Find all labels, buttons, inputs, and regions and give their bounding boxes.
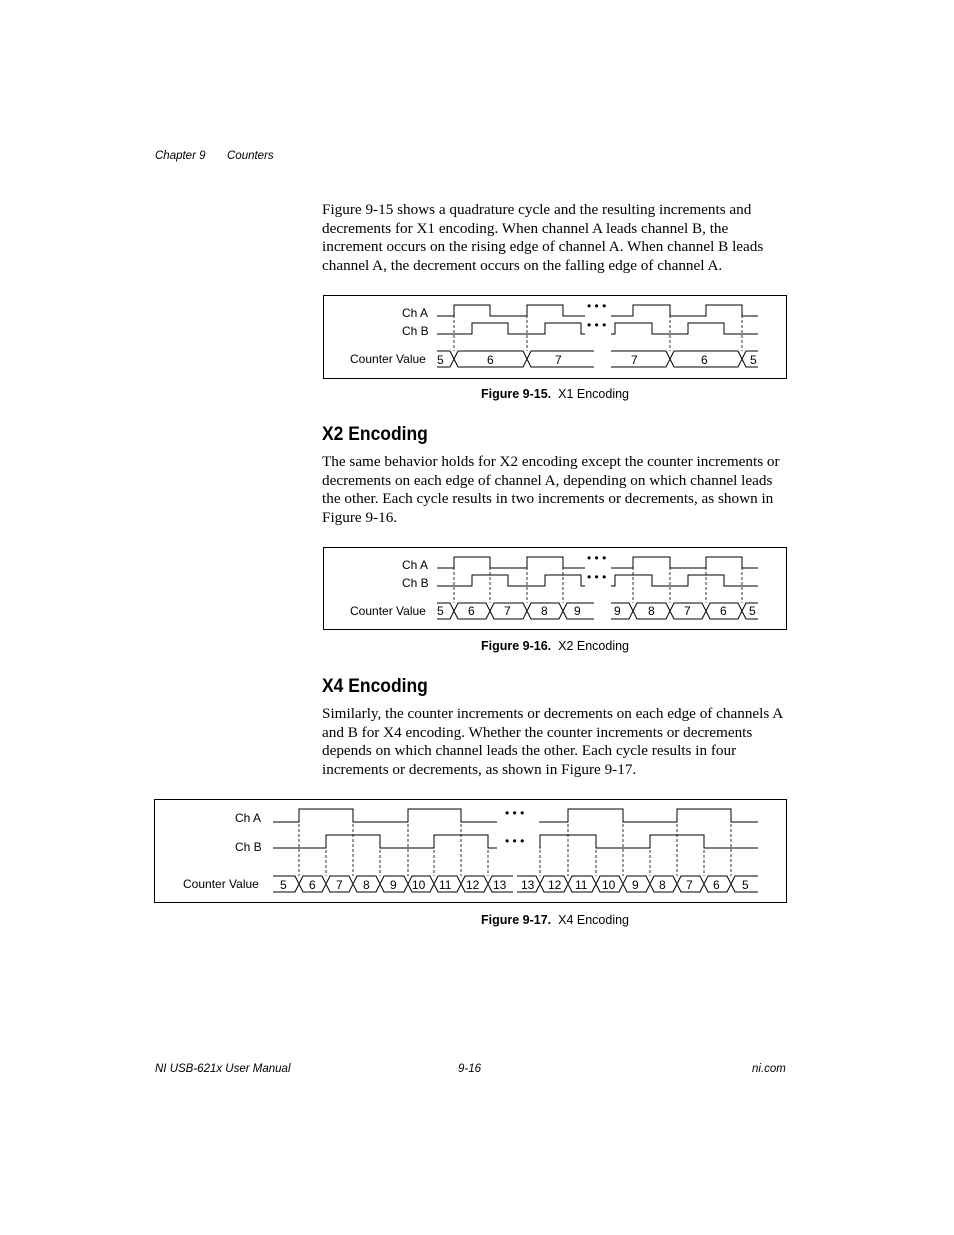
caption-text: X2 Encoding	[558, 639, 630, 653]
counter-value: 13	[521, 878, 535, 892]
counter-value: 8	[541, 604, 548, 618]
counter-value: 8	[648, 604, 655, 618]
figure-x1-encoding	[323, 295, 787, 379]
ellipsis-a: • • •	[505, 806, 525, 820]
counter-value: 11	[439, 878, 452, 892]
ch-a-label: Ch A	[235, 811, 262, 825]
counter-value: 5	[750, 353, 757, 367]
caption-number: Figure 9-16.	[481, 639, 552, 653]
counter-value: 6	[487, 353, 494, 367]
counter-value: 7	[686, 878, 693, 892]
counter-bus	[437, 603, 758, 619]
chapter-label: Chapter 9	[155, 150, 206, 162]
counter-value: 7	[504, 604, 511, 618]
counter-value: 9	[574, 604, 581, 618]
ellipsis-a: • • •	[587, 551, 607, 565]
counter-value-label: Counter Value	[350, 352, 426, 366]
counter-value: 9	[632, 878, 639, 892]
counter-value: 6	[720, 604, 727, 618]
counter-value: 9	[614, 604, 621, 618]
counter-value-label: Counter Value	[350, 604, 426, 618]
caption-number: Figure 9-17.	[481, 913, 552, 927]
x2-timing-diagram	[324, 548, 786, 629]
ch-b-label: Ch B	[402, 324, 429, 338]
section-heading: X2 Encoding	[322, 424, 428, 445]
counter-value: 6	[701, 353, 708, 367]
counter-value: 7	[631, 353, 638, 367]
counter-value: 5	[742, 878, 749, 892]
x1-timing-diagram	[324, 296, 786, 378]
caption-text: X4 Encoding	[558, 913, 630, 927]
figure-caption	[481, 913, 629, 927]
counter-value: 11	[575, 878, 588, 892]
counter-value: 9	[390, 878, 397, 892]
figure-caption	[481, 639, 629, 653]
figure-x2-encoding	[323, 547, 787, 630]
counter-value: 5	[437, 604, 444, 618]
counter-value: 13	[493, 878, 507, 892]
counter-value: 12	[548, 878, 562, 892]
counter-value: 7	[684, 604, 691, 618]
counter-value: 8	[659, 878, 666, 892]
ellipsis-b: • • •	[587, 570, 607, 584]
ch-a-label: Ch A	[402, 558, 429, 572]
counter-value: 10	[412, 878, 426, 892]
counter-value: 6	[468, 604, 475, 618]
counter-value: 5	[437, 353, 444, 367]
counter-value: 10	[602, 878, 616, 892]
figure-x4-encoding	[154, 799, 787, 903]
ch-a-label: Ch A	[402, 306, 429, 320]
footer-page-number: 9-16	[458, 1063, 482, 1075]
x4-paragraph: Similarly, the counter increments or decrements on each edge of channels A and B for X4 encoding. Whether the counter increments or decrements depends on which channel leads the other. Each cycle results in four increments or decrements, as shown in Figure 9-17.	[322, 705, 783, 778]
ch-b-label: Ch B	[235, 840, 262, 854]
counter-value: 8	[363, 878, 370, 892]
caption-text: X1 Encoding	[558, 387, 630, 401]
counter-value: 5	[280, 878, 287, 892]
x4-timing-diagram	[155, 800, 786, 902]
counter-value: 6	[309, 878, 316, 892]
section-heading: X4 Encoding	[322, 676, 428, 697]
ellipsis-a: • • •	[587, 299, 607, 313]
counter-bus	[437, 351, 758, 367]
ellipsis-b: • • •	[587, 318, 607, 332]
footer-manual-title: NI USB-621x User Manual	[155, 1063, 291, 1075]
x2-paragraph: The same behavior holds for X2 encoding except the counter increments or decrements on each edge of channel A, depending on which channel leads the other. Each cycle results in two increments or decrements, as shown in Figure 9-16.	[322, 453, 780, 526]
counter-value: 7	[555, 353, 562, 367]
section-label: Counters	[227, 150, 274, 162]
ellipsis-b: • • •	[505, 834, 525, 848]
counter-value: 12	[466, 878, 480, 892]
ch-b-label: Ch B	[402, 576, 429, 590]
figure-caption	[481, 387, 629, 401]
caption-number: Figure 9-15.	[481, 387, 552, 401]
counter-value: 5	[749, 604, 756, 618]
counter-value-label: Counter Value	[183, 877, 259, 891]
counter-value: 7	[336, 878, 343, 892]
counter-value: 6	[713, 878, 720, 892]
footer-site-link[interactable]: ni.com	[752, 1063, 786, 1075]
intro-paragraph: Figure 9-15 shows a quadrature cycle and the resulting increments and decrements for X1 encoding. When channel A leads channel B, the increment occurs on the rising edge of channel A. When channel B leads channel A, the decrement occurs on the falling edge of channel A.	[322, 201, 764, 274]
